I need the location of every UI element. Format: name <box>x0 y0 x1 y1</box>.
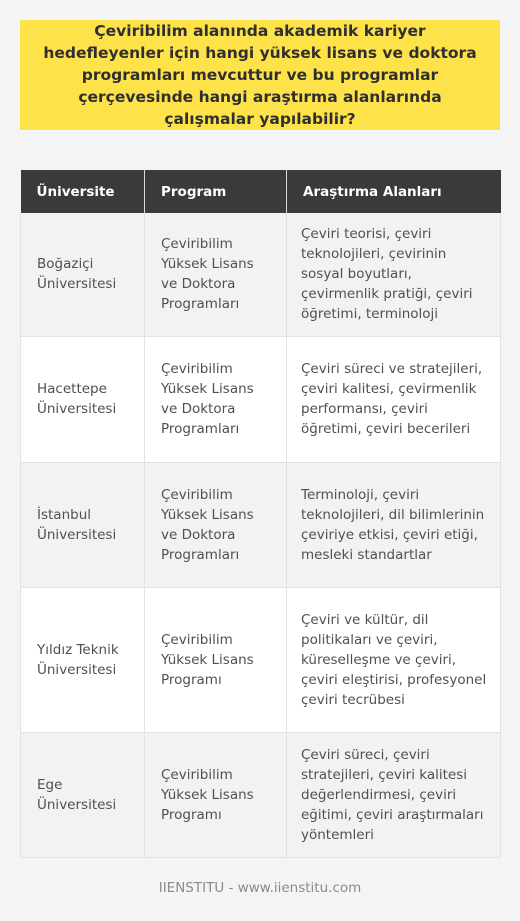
cell-research: Çeviri teorisi, çeviri teknolojileri, çevirinin sosyal boyutları, çevirmenlik pratiği, çeviri öğretimi, terminoloji <box>287 213 501 336</box>
cell-program: Çeviribilim Yüksek Lisans Programı <box>145 732 287 857</box>
cell-university: Boğaziçi Üniversitesi <box>21 213 145 336</box>
footer-credit: IIENSTITU - www.iienstitu.com <box>158 880 362 896</box>
cell-university: İstanbul Üniversitesi <box>21 462 145 587</box>
question-title: Çeviribilim alanında akademik kariyer hedefleyenler için hangi yüksek lisans ve doktora programları mevcuttur ve bu programlar çerçevesinde hangi araştırma alanlarında çalışmalar yapılabilir? <box>43 22 477 128</box>
programs-table <box>20 170 501 858</box>
header-program: Program <box>145 170 287 213</box>
cell-university: Hacettepe Üniversitesi <box>21 336 145 462</box>
cell-program: Çeviribilim Yüksek Lisans ve Doktora Programları <box>145 336 287 462</box>
header-university: Üniversite <box>21 170 145 213</box>
cell-program: Çeviribilim Yüksek Lisans Programı <box>145 587 287 732</box>
cell-research: Çeviri ve kültür, dil politikaları ve çeviri, küreselleşme ve çeviri, çeviri eleştirisi, profesyonel çeviri tecrübesi <box>287 587 501 732</box>
cell-research: Çeviri süreci ve stratejileri, çeviri kalitesi, çevirmenlik performansı, çeviri öğretimi, çeviri becerileri <box>287 336 501 462</box>
cell-university: Ege Üniversitesi <box>21 732 145 857</box>
table-row <box>21 462 501 587</box>
table-row <box>21 336 501 462</box>
header-research: Araştırma Alanları <box>287 170 501 213</box>
cell-research: Çeviri süreci, çeviri stratejileri, çeviri kalitesi değerlendirmesi, çeviri eğitimi, çeviri araştırmaları yöntemleri <box>287 732 501 857</box>
table-row <box>21 732 501 857</box>
cell-program: Çeviribilim Yüksek Lisans ve Doktora Programları <box>145 462 287 587</box>
cell-university: Yıldız Teknik Üniversitesi <box>21 587 145 732</box>
table-header-row <box>21 170 501 213</box>
question-banner <box>20 20 500 130</box>
table-row <box>21 213 501 336</box>
cell-program: Çeviribilim Yüksek Lisans ve Doktora Programları <box>145 213 287 336</box>
table-row <box>21 587 501 732</box>
cell-research: Terminoloji, çeviri teknolojileri, dil bilimlerinin çeviriye etkisi, çeviri etiği, mesleki standartlar <box>287 462 501 587</box>
